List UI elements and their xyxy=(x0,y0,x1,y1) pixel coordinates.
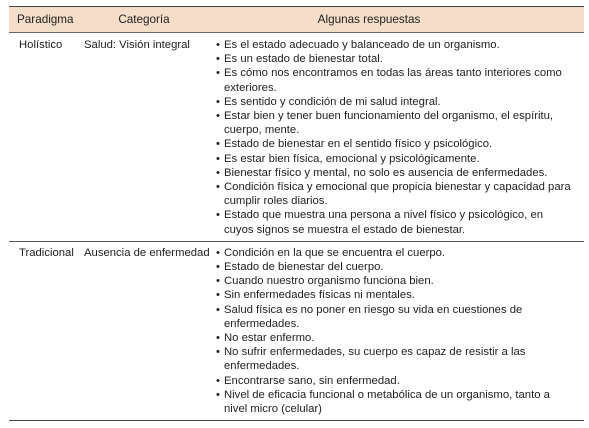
list-item: • Estado de bienestar en el sentido físico y psicológico. xyxy=(216,137,572,151)
paradigma-cell: Holístico xyxy=(19,39,63,51)
list-item: • Encontrarse sano, sin enfermedad. xyxy=(216,374,572,388)
list-item: • Estar bien y tener buen funcionamiento del organismo, el espíritu, cuerpo, mente. xyxy=(216,109,572,137)
list-item: • Es cómo nos encontramos en todas las áreas tanto interiores como exteriores. xyxy=(216,66,572,94)
respuestas-list xyxy=(216,38,572,237)
list-item: • Estado de bienestar del cuerpo. xyxy=(216,260,572,274)
respuestas-cell xyxy=(214,38,584,237)
categoria-cell: Salud: Visión integral xyxy=(84,39,190,51)
list-item: • Salud física es no poner en riesgo su vida en cuestiones de enfermedades. xyxy=(216,303,572,331)
list-item: • No estar enfermo. xyxy=(216,331,572,345)
table-header xyxy=(9,7,584,33)
list-item: • Condición en la que se encuentra el cuerpo. xyxy=(216,246,572,260)
list-item: • Condición física y emocional que propicia bienestar y capacidad para cumplir roles diarios. xyxy=(216,180,572,208)
list-item: • Estado que muestra una persona a nivel físico y psicológico, en cuyos signos se muestra el estado de bienestar. xyxy=(216,208,572,236)
respuestas-cell xyxy=(214,246,584,416)
table-row-holistico xyxy=(9,33,584,241)
list-item: • No sufrir enfermedades, su cuerpo es capaz de resistir a las enfermedades. xyxy=(216,345,572,373)
table-row-tradicional xyxy=(9,241,584,420)
header-respuestas: Algunas respuestas xyxy=(317,13,421,26)
responses-table xyxy=(9,6,584,421)
list-item: • Nivel de eficacia funcional o metabólica de un organismo, tanto a nivel micro (celular) xyxy=(216,388,572,416)
list-item: • Es un estado de bienestar total. xyxy=(216,52,572,66)
list-item: • Es sentido y condición de mi salud integral. xyxy=(216,95,572,109)
list-item: • Cuando nuestro organismo funciona bien. xyxy=(216,274,572,288)
paradigma-cell: Tradicional xyxy=(19,246,74,259)
header-paradigma: Paradigma xyxy=(17,13,74,26)
categoria-cell: Ausencia de enfermedad xyxy=(84,246,210,259)
list-item: • Es el estado adecuado y balanceado de un organismo. xyxy=(216,38,572,52)
list-item: • Bienestar físico y mental, no solo es ausencia de enfermedades. xyxy=(216,166,572,180)
respuestas-list xyxy=(216,246,572,416)
list-item: • Es estar bien física, emocional y psicológicamente. xyxy=(216,152,572,166)
list-item: • Sin enfermedades físicas ni mentales. xyxy=(216,288,572,302)
header-categoria: Categoría xyxy=(118,13,170,26)
